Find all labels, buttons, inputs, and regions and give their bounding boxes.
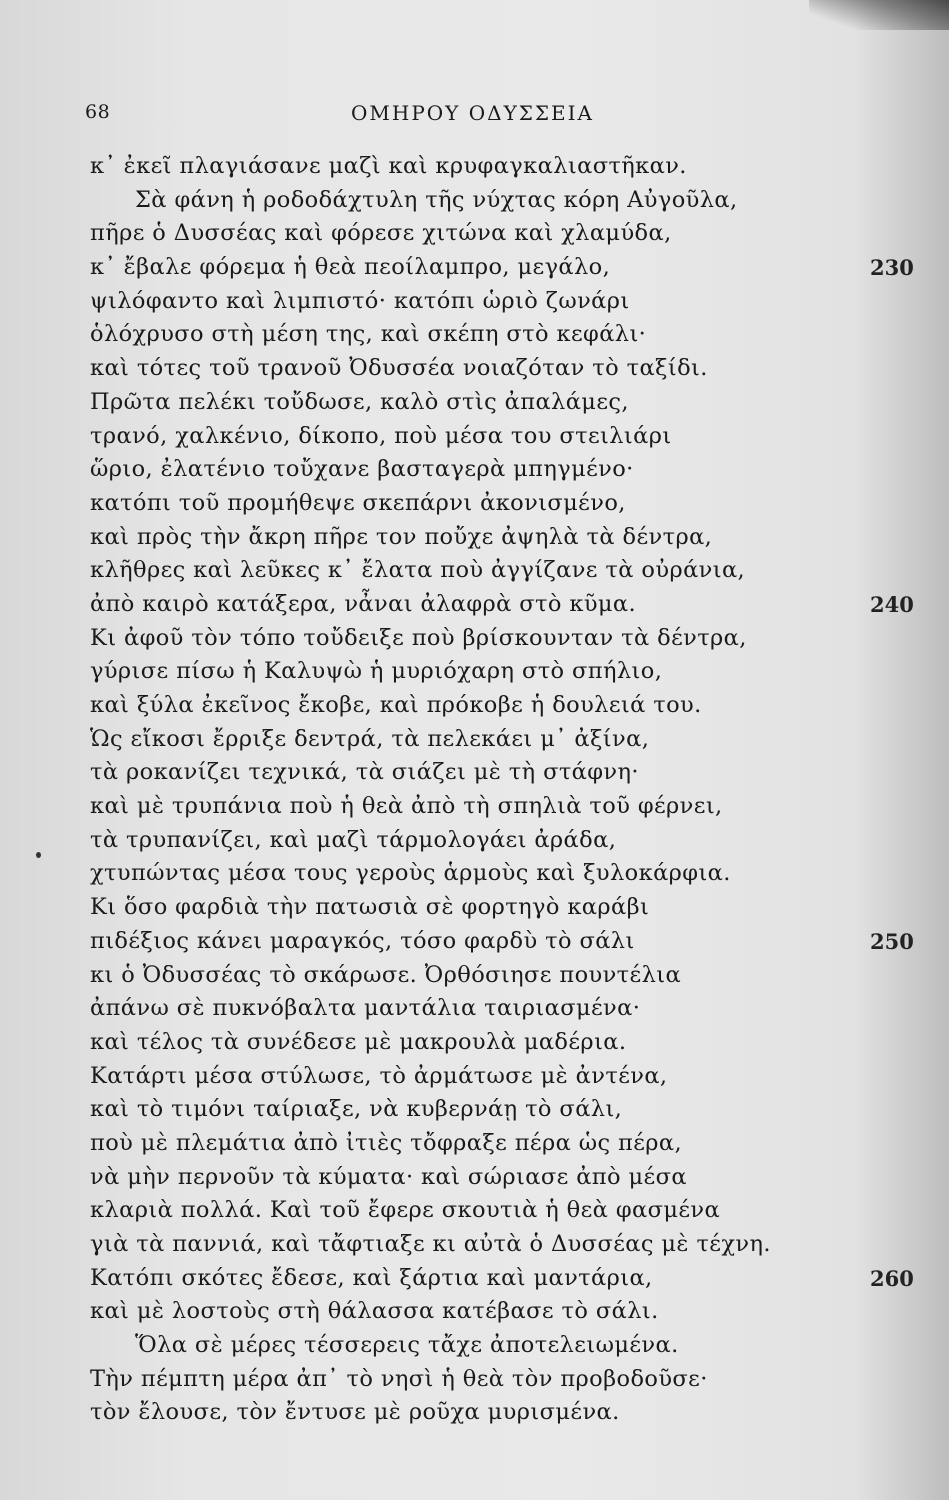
verse-text: Ὡς εἴκοσι ἔρριξε δεντρά, τὰ πελεκάει μ᾽ ἀξίνα,: [90, 725, 650, 752]
running-head: ΟΜΗΡΟΥ ΟΔΥΣΣΕΙΑ: [351, 101, 594, 125]
verse-text: καὶ τέλος τὰ συνέδεσε μὲ μακρουλὰ μαδέρια.: [90, 1028, 627, 1055]
verse-text: γιὰ τὰ παννιά, καὶ τἄφτιαξε κι αὐτὰ ὁ Δυσσέας μὲ τέχνη.: [90, 1231, 771, 1257]
verse-text: πιδέξιος κάνει μαραγκός, τόσο φαρδὺ τὸ σάλι: [90, 927, 635, 954]
line-number: 250: [870, 928, 914, 954]
page-header: [0, 101, 949, 131]
verse-line: [0, 824, 949, 858]
verse-line: [0, 857, 949, 891]
verse-line: [0, 756, 949, 790]
verse-line: [0, 386, 949, 420]
verse-line: [0, 487, 949, 521]
verse-text: ὁλόχρυσο στὴ μέση της, καὶ σκέπη στὸ κεφάλι·: [90, 321, 647, 348]
verse-text: καὶ μὲ τρυπάνια ποὺ ἡ θεὰ ἀπὸ τὴ σπηλιὰ τοῦ φέρνει,: [90, 793, 723, 820]
verse-line: [0, 251, 949, 285]
verse-text: κλῆθρες καὶ λεῦκες κ᾽ ἔλατα ποὺ ἀγγίζανε τὰ οὐράνια,: [90, 557, 746, 584]
verse-text: τὰ τρυπανίζει, καὶ μαζὶ τάρμολογάει ἀράδα,: [90, 826, 617, 853]
verse-text: Κατάρτι μέσα στύλωσε, τὸ ἀρμάτωσε μὲ ἀντένα,: [90, 1062, 668, 1089]
verse-text: τρανό, χαλκένιο, δίκοπο, ποὺ μέσα του στειλιάρι: [90, 422, 672, 449]
verse-line: [0, 622, 949, 656]
verse-text: Κι ἀφοῦ τὸν τόπο τοὔδειξε ποὺ βρίσκουνταν τὰ δέντρα,: [90, 624, 747, 651]
verse-line: [0, 453, 949, 487]
verse-text: Σὰ φάνη ἡ ροδοδάχτυλη τῆς νύχτας κόρη Αὐγοῦλα,: [135, 186, 738, 213]
line-number: 230: [870, 255, 914, 281]
line-number: 260: [870, 1265, 914, 1291]
verse-line: [0, 1329, 949, 1363]
page-number: 68: [85, 101, 111, 123]
verse-text: κατόπι τοῦ προμήθεψε σκεπάρνι ἀκονισμένο,: [90, 489, 626, 516]
verse-text: ψιλόφαντο καὶ λιμπιστό· κατόπι ὡριὸ ζωνάρι: [90, 287, 630, 314]
verse-line: [0, 588, 949, 622]
verse-text: γύρισε πίσω ἡ Καλυψὼ ἡ μυριόχαρη στὸ σπήλιο,: [90, 658, 663, 685]
verse-line: [0, 318, 949, 352]
verse-text: πῆρε ὁ Δυσσέας καὶ φόρεσε χιτώνα καὶ χλαμύδα,: [90, 220, 672, 247]
verse-text: ἀπάνω σὲ πυκνόβαλτα μαντάλια ταιριασμένα·: [90, 995, 641, 1022]
verse-line: [0, 992, 949, 1026]
verse-text: καὶ τότες τοῦ τρανοῦ Ὀδυσσέα νοιαζόταν τὸ ταξίδι.: [90, 355, 708, 382]
verse-line: [0, 1228, 949, 1262]
verse-text: κι ὁ Ὀδυσσέας τὸ σκάρωσε. Ὀρθόσιησε πουντέλια: [90, 961, 682, 988]
line-number: 240: [870, 591, 914, 617]
verse-line: [0, 150, 949, 184]
verse-line: [0, 655, 949, 689]
verse-text: Τὴν πέμπτη μέρα ἀπ᾽ τὸ νησὶ ἡ θεὰ τὸν προβοδοῦσε·: [90, 1365, 708, 1392]
verse-line: [0, 1262, 949, 1296]
verse-text: κ᾽ ἔβαλε φόρεμα ἡ θεὰ πεοίλαμπρο, μεγάλο,: [90, 254, 611, 281]
verse-text: κλαριὰ πολλά. Καὶ τοῦ ἔφερε σκουτιὰ ἡ θεὰ φασμένα: [90, 1197, 721, 1224]
verse-text: καὶ τὸ τιμόνι ταίριαξε, νὰ κυβερνάῃ τὸ σάλι,: [90, 1096, 623, 1123]
verse-line: [0, 891, 949, 925]
verse-text: τὰ ροκανίζει τεχνικά, τὰ σιάζει μὲ τὴ στάφνη·: [90, 759, 639, 786]
verse-line: [0, 1026, 949, 1060]
verse-text: καὶ ξύλα ἐκεῖνος ἔκοβε, καὶ πρόκοβε ἡ δουλειά του.: [90, 692, 702, 718]
verse-line: [0, 285, 949, 319]
verse-line: [0, 723, 949, 757]
verse-line: [0, 1161, 949, 1195]
verse-text: κ᾽ ἐκεῖ πλαγιάσανε μαζὶ καὶ κρυφαγκαλιαστῆκαν.: [90, 153, 687, 179]
verse-line: [0, 689, 949, 723]
verse-line: [0, 217, 949, 251]
verse-line: [0, 352, 949, 386]
verse-line: [0, 1194, 949, 1228]
verse-text: τὸν ἔλουσε, τὸν ἔντυσε μὲ ροῦχα μυρισμένα.: [90, 1399, 620, 1426]
verse-text: Κατόπι σκότες ἔδεσε, καὶ ξάρτια καὶ μαντάρια,: [90, 1264, 653, 1291]
verse-text: καὶ πρὸς τὴν ἄκρη πῆρε τον ποὔχε ἀψηλὰ τὰ δέντρα,: [90, 523, 713, 550]
verse-line: [0, 521, 949, 555]
verse-line: [0, 1127, 949, 1161]
verse-text: ποὺ μὲ πλεμάτια ἀπὸ ἰτιὲς τὄφραξε πέρα ὡς πέρα,: [90, 1129, 683, 1156]
verse-line: [0, 925, 949, 959]
margin-dot: [36, 852, 41, 858]
verse-line: [0, 790, 949, 824]
verse-line: [0, 1295, 949, 1329]
verse-text: καὶ μὲ λοστοὺς στὴ θάλασσα κατέβασε τὸ σάλι.: [90, 1298, 659, 1325]
verse-text: ὥριο, ἐλατένιο τοὔχανε βασταγερὰ μπηγμένο·: [90, 456, 634, 483]
verse-line: [0, 1363, 949, 1397]
page-corner-shadow: [809, 0, 949, 30]
verse-block: [0, 150, 949, 1430]
verse-line: [0, 1396, 949, 1430]
verse-line: [0, 1093, 949, 1127]
verse-text: νὰ μὴν περνοῦν τὰ κύματα· καὶ σώριασε ἀπὸ μέσα: [90, 1163, 687, 1190]
verse-line: [0, 1060, 949, 1094]
verse-line: [0, 184, 949, 218]
verse-text: ἀπὸ καιρὸ κατάξερα, νἆναι ἀλαφρὰ στὸ κῦμα.: [90, 590, 637, 617]
verse-text: Ὅλα σὲ μέρες τέσσερεις τἄχε ἀποτελειωμένα.: [135, 1332, 679, 1359]
verse-line: [0, 959, 949, 993]
verse-text: Κι ὅσο φαρδιὰ τὴν πατωσιὰ σὲ φορτηγὸ καράβι: [90, 894, 650, 921]
verse-line: [0, 420, 949, 454]
verse-text: Πρῶτα πελέκι τοὔδωσε, καλὸ στὶς ἀπαλάμες,: [90, 388, 629, 415]
verse-line: [0, 554, 949, 588]
verse-text: χτυπώντας μέσα τους γεροὺς ἁρμοὺς καὶ ξυλοκάρφια.: [90, 860, 731, 887]
